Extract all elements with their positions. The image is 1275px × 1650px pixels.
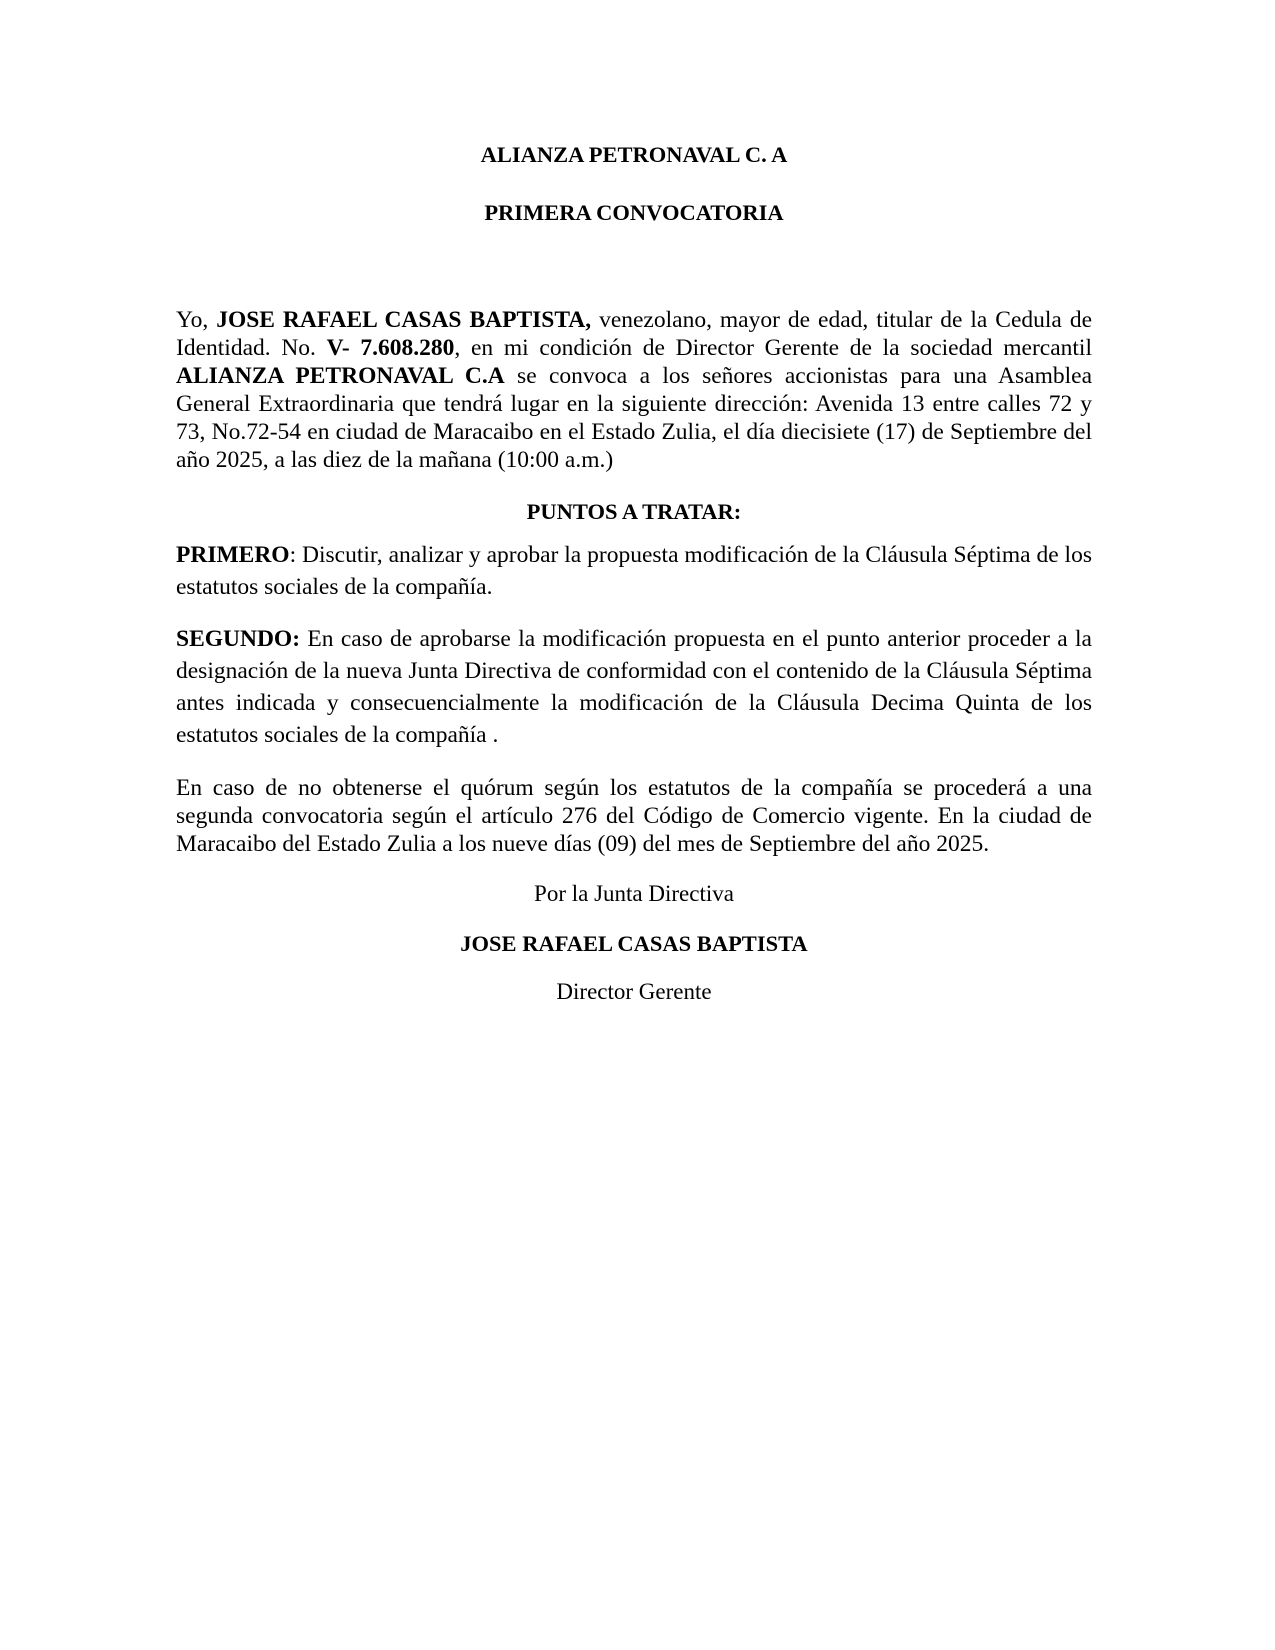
closing-paragraph: En caso de no obtenerse el quórum según los estatutos de la compañía se procederá a una segunda convocatoria según el artículo 276 del Código de Comercio vigente. En la ciudad de Maracaibo del Estado Zulia a los nueve días (09) del mes de Septiembre del año 2025. <box>176 775 1092 857</box>
intro-paragraph <box>176 306 1092 474</box>
agenda-item-segundo <box>176 623 1092 751</box>
id-number: V- 7.608.280 <box>326 335 455 361</box>
signature-name: JOSE RAFAEL CASAS BAPTISTA <box>460 931 808 956</box>
convener-name: JOSE RAFAEL CASAS BAPTISTA, <box>216 307 592 333</box>
intro-text-2: , en mi condición de Director Gerente de la sociedad mercantil <box>454 335 1092 361</box>
agenda-item-text: : Discutir, analizar y aprobar la propuesta modificación de la Cláusula Séptima de los estatutos sociales de la compañía. <box>176 542 1092 600</box>
agenda-item-primero <box>176 539 1092 603</box>
intro-yo: Yo, <box>176 307 217 333</box>
company-title: ALIANZA PETRONAVAL C. A <box>480 142 788 167</box>
document-title: PRIMERA CONVOCATORIA <box>484 200 784 225</box>
signature-intro: Por la Junta Directiva <box>534 881 734 906</box>
agenda-item-text: En caso de aprobarse la modificación propuesta en el punto anterior proceder a la designación de la nueva Junta Directiva de conformidad con el contenido de la Cláusula Séptima antes indicada y consecuencialmente la modificación de la Cláusula Decima Quinta de los estatutos sociales de la compañía . <box>176 626 1092 748</box>
intro-text-3: se convoca a los señores accionistas para una Asamblea General Extraordinaria que tendrá lugar en la siguiente dirección: Avenida 13 entre calles 72 y 73, No.72-54 en ciudad de Maracaibo en el Estado Zulia, el día diecisiete (17) de Septiembre del año 2025, a las diez de la mañana (10:00 a.m.) <box>176 363 1092 473</box>
intro-company-name: ALIANZA PETRONAVAL C.A <box>176 363 505 389</box>
signature-role: Director Gerente <box>556 979 712 1004</box>
agenda-item-label: PRIMERO <box>176 542 290 568</box>
agenda-item-label: SEGUNDO: <box>176 626 301 652</box>
document-body <box>176 141 1092 1006</box>
intro-text-1: venezolano, mayor de edad, titular de la Cedula de Identidad. No. <box>176 307 1092 361</box>
agenda-heading: PUNTOS A TRATAR: <box>526 499 742 524</box>
